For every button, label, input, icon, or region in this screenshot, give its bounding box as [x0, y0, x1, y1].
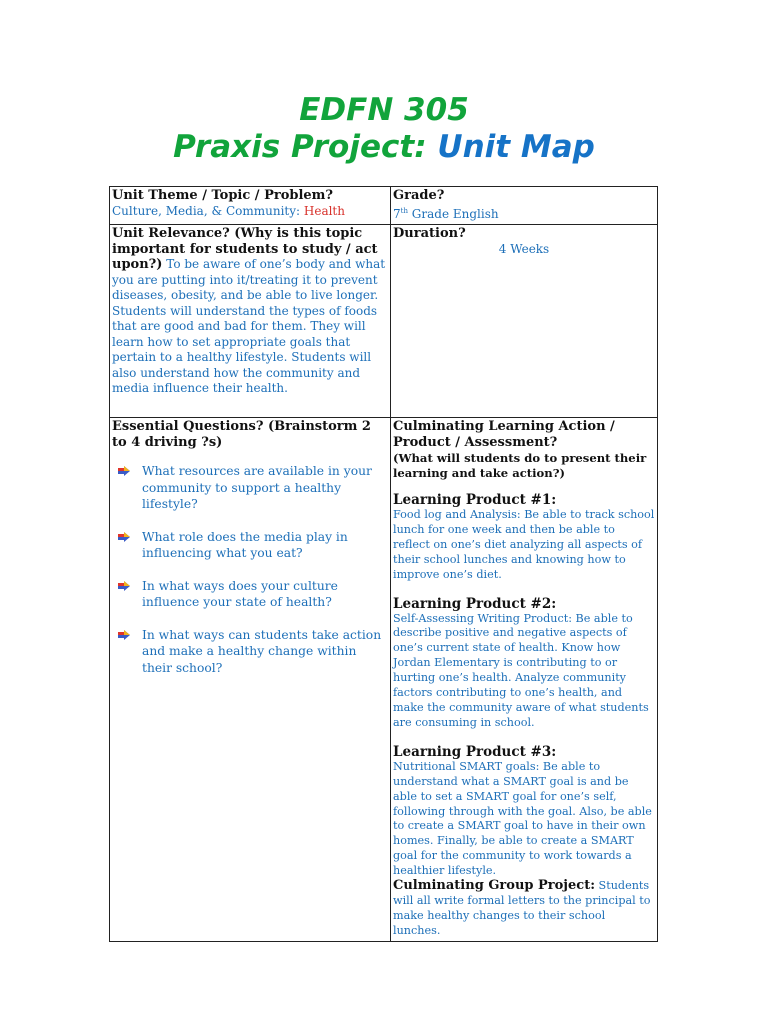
learning-product-3-heading: Learning Product #3: — [393, 743, 557, 760]
list-item — [112, 627, 388, 677]
questions-label: Essential Questions? (Brainstorm 2 to 4 driving ?s) — [112, 419, 371, 450]
table-row — [110, 418, 658, 942]
table-row — [110, 187, 658, 225]
question-text: What role does the media play in influencing what you eat? — [142, 529, 348, 560]
culminating-sub: (What will students do to present their learning and take action?) — [393, 451, 647, 480]
page-title: EDFN 305 — [299, 92, 469, 128]
subtitle-part1: Praxis Project: — [173, 128, 438, 165]
grade-value-sup: th — [400, 207, 408, 215]
questions-cell — [110, 418, 391, 942]
grade-cell — [391, 187, 658, 225]
learning-product-2-text: Self-Assessing Writing Product: Be able to describe positive and negative aspects of one’s current state of health. Know how Jordan Elementary is contributing to or hurting one’s health. Analyze community factors contributing to one’s health, and make the community aware of what students are consuming in school. — [393, 611, 649, 729]
question-text: In what ways does your culture influence your state of health? — [142, 578, 338, 609]
page-subtitle — [0, 129, 768, 166]
grade-value-rest: Grade English — [407, 207, 499, 221]
theme-cell — [110, 187, 391, 225]
group-project — [393, 879, 655, 939]
subtitle-part2: Unit Map — [437, 128, 595, 165]
theme-value — [112, 204, 388, 219]
relevance-body — [112, 226, 388, 397]
arrow-bullet-icon — [118, 581, 130, 591]
theme-value-highlight: Health — [303, 204, 345, 218]
arrow-bullet-icon — [118, 466, 130, 476]
relevance-cell — [110, 225, 391, 418]
culminating-label: Culminating Learning Action / Product / Assessment? — [393, 419, 615, 450]
arrow-bullet-icon — [118, 630, 130, 640]
grade-value — [393, 204, 655, 222]
list-item — [112, 578, 388, 611]
theme-label: Unit Theme / Topic / Problem? — [112, 188, 334, 203]
learning-product-1-text: Food log and Analysis: Be able to track school lunch for one week and then be able to reflect on one’s diet analyzing all aspects of their school lunches and knowing how to improve one’s diet. — [393, 508, 655, 581]
duration-value: 4 Weeks — [498, 242, 550, 256]
culminating-cell — [391, 418, 658, 942]
arrow-bullet-icon — [118, 532, 130, 542]
theme-value-text: Culture, Media, & Community: — [112, 204, 304, 218]
grade-value-num: 7 — [393, 207, 401, 221]
group-project-text: Students will all write formal letters to the principal to make healthy changes to their school lunches. — [393, 879, 651, 937]
unit-map-table — [109, 186, 658, 942]
duration-label: Duration? — [393, 226, 466, 241]
grade-label: Grade? — [393, 188, 445, 203]
learning-product-2-heading: Learning Product #2: — [393, 595, 557, 612]
questions-list — [112, 463, 388, 676]
duration-cell — [391, 225, 658, 418]
table-row — [110, 225, 658, 418]
list-item — [112, 529, 388, 562]
question-text: What resources are available in your community to support a healthy lifestyle? — [142, 464, 372, 511]
relevance-label: Unit Relevance? (Why is this topic important for students to study / act upon?) — [112, 226, 378, 272]
learning-product-1-heading: Learning Product #1: — [393, 492, 557, 508]
relevance-text: To be aware of one’s body and what you are putting into it/treating it to prevent diseases, obesity, and be able to live longer. Students will understand the types of foods that are good and bad for them. They will learn how to set appropriate goals that pertain to a healthy lifestyle. Students will also understand how the community and media influence their health. — [112, 257, 386, 395]
question-text: In what ways can students take action and make a healthy change within their school? — [142, 627, 382, 675]
list-item — [112, 463, 388, 513]
group-project-label: Culminating Group Project: — [393, 878, 595, 894]
learning-product-3-text: Nutritional SMART goals: Be able to understand what a SMART goal is and be able to set a SMART goal for one’s self, following through with the goal. Also, be able to create a SMART goal to have in their own homes. Finally, be able to create a SMART goal for the community to work towards a healthier lifestyle. — [393, 759, 652, 878]
